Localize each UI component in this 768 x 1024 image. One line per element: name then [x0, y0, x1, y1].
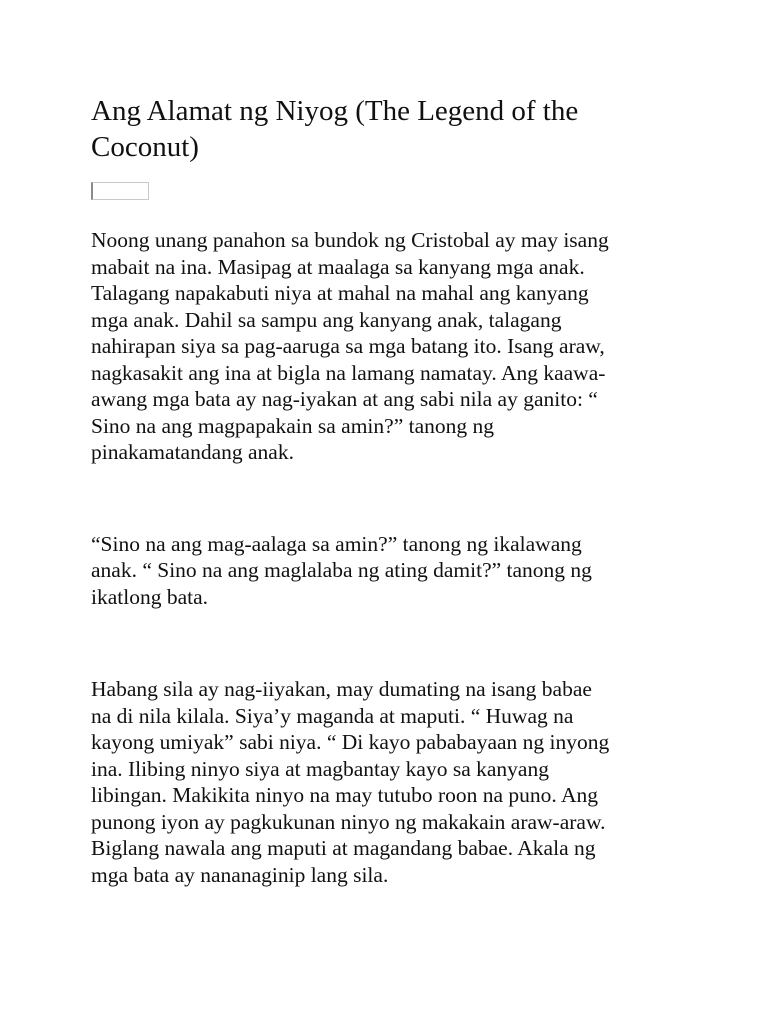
paragraph-2 [91, 531, 691, 611]
text-line: Noong unang panahon sa bundok ng Cristobal ay may isang [91, 228, 609, 252]
text-line: punong iyon ay pagkukunan ninyo ng makakain araw-araw. [91, 809, 606, 834]
text-line: mga anak. Dahil sa sampu ang kanyang anak, talagang [91, 307, 562, 332]
text-line: mga bata ay nananaginip lang sila. [91, 862, 389, 887]
image-placeholder [91, 182, 149, 200]
document-title [91, 93, 691, 165]
paragraph-1 [91, 227, 691, 466]
text-line: Sino na ang magpapakain sa amin?” tanong ng [91, 413, 495, 438]
text-line: Habang sila ay nag-iiyakan, may dumating na isang babae [91, 677, 592, 701]
title-line: Coconut) [91, 131, 199, 163]
text-line: mabait na ina. Masipag at maalaga sa kanyang mga anak. [91, 254, 585, 279]
text-line: ikatlong bata. [91, 584, 209, 609]
text-line: nagkasakit ang ina at bigla na lamang namatay. Ang kaawa- [91, 360, 606, 385]
text-line: libingan. Makikita ninyo na may tutubo roon na puno. Ang [91, 783, 598, 807]
text-line: anak. “ Sino na ang maglalaba ng ating damit?” tanong ng [91, 558, 592, 582]
text-line: “Sino na ang mag-aalaga sa amin?” tanong ng ikalawang [91, 531, 582, 556]
text-line: awang mga bata ay nag-iyakan at ang sabi nila ay ganito: “ [91, 387, 598, 411]
paragraph-3 [91, 676, 691, 888]
text-line: ina. Ilibing ninyo siya at magbantay kayo sa kanyang [91, 756, 549, 781]
document-page [91, 0, 691, 888]
text-line: kayong umiyak” sabi niya. “ Di kayo pababayaan ng inyong [91, 730, 610, 754]
text-line: nahirapan siya sa pag-aaruga sa mga batang ito. Isang araw, [91, 334, 605, 358]
text-line: na di nila kilala. Siya’y maganda at maputi. “ Huwag na [91, 703, 574, 728]
title-line: Ang Alamat ng Niyog (The Legend of the [91, 95, 579, 127]
text-line: Biglang nawala ang maputi at magandang babae. Akala ng [91, 836, 596, 860]
text-line: Talagang napakabuti niya at mahal na mahal ang kanyang [91, 281, 589, 305]
text-line: pinakamatandang anak. [91, 440, 294, 464]
